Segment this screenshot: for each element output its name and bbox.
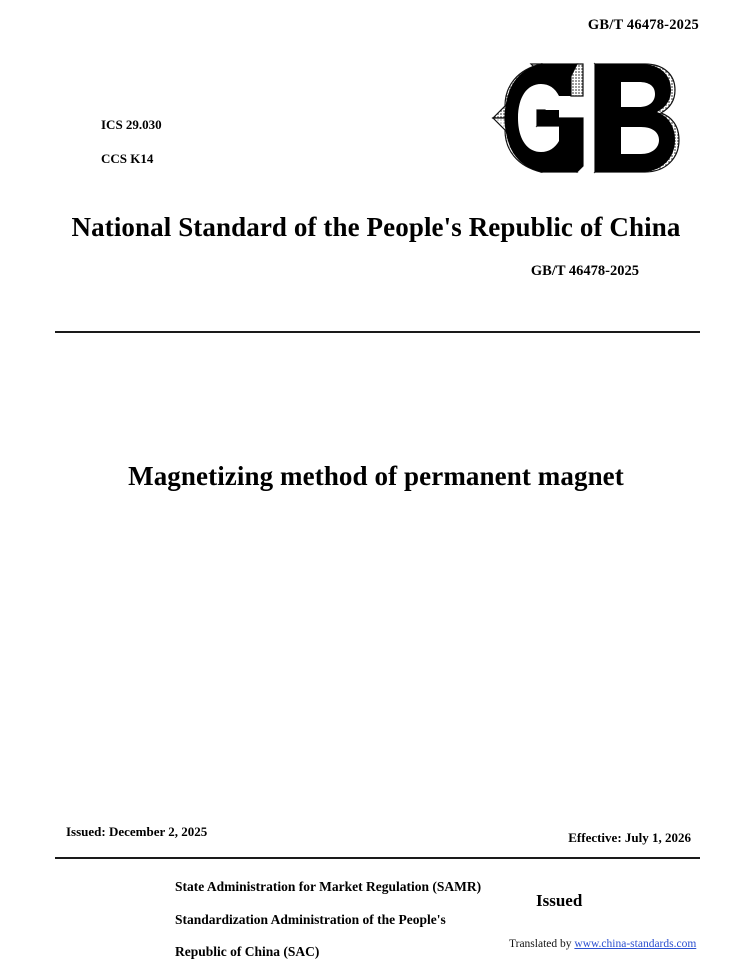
ccs-code: CCS K14 xyxy=(101,151,154,166)
translation-prefix: Translated by xyxy=(509,938,575,950)
divider-bottom xyxy=(55,857,700,859)
sub-standard-number: GB/T 46478-2025 xyxy=(530,263,639,279)
gb-emblem-icon xyxy=(491,62,683,174)
ics-code: ICS 29.030 xyxy=(101,117,162,132)
issuing-organization xyxy=(175,880,481,959)
translation-source-link[interactable]: www.china-standards.com xyxy=(574,938,697,950)
classification-codes xyxy=(101,118,162,165)
org-line-1: State Administration for Market Regulation (SAMR) xyxy=(175,879,482,894)
org-line-3: Republic of China (SAC) xyxy=(175,944,320,959)
translation-credit xyxy=(509,938,696,950)
effective-date: Effective: July 1, 2026 xyxy=(568,830,691,845)
divider-top xyxy=(55,331,700,333)
national-standard-title: National Standard of the People's Republic of China xyxy=(71,212,681,242)
page-title: Magnetizing method of permanent magnet xyxy=(128,461,624,491)
org-line-2: Standardization Administration of the People's xyxy=(175,911,446,927)
header-standard-number: GB/T 46478-2025 xyxy=(587,17,699,33)
issued-date: Issued: December 2, 2025 xyxy=(66,824,208,839)
issued-label: Issued xyxy=(536,891,583,910)
